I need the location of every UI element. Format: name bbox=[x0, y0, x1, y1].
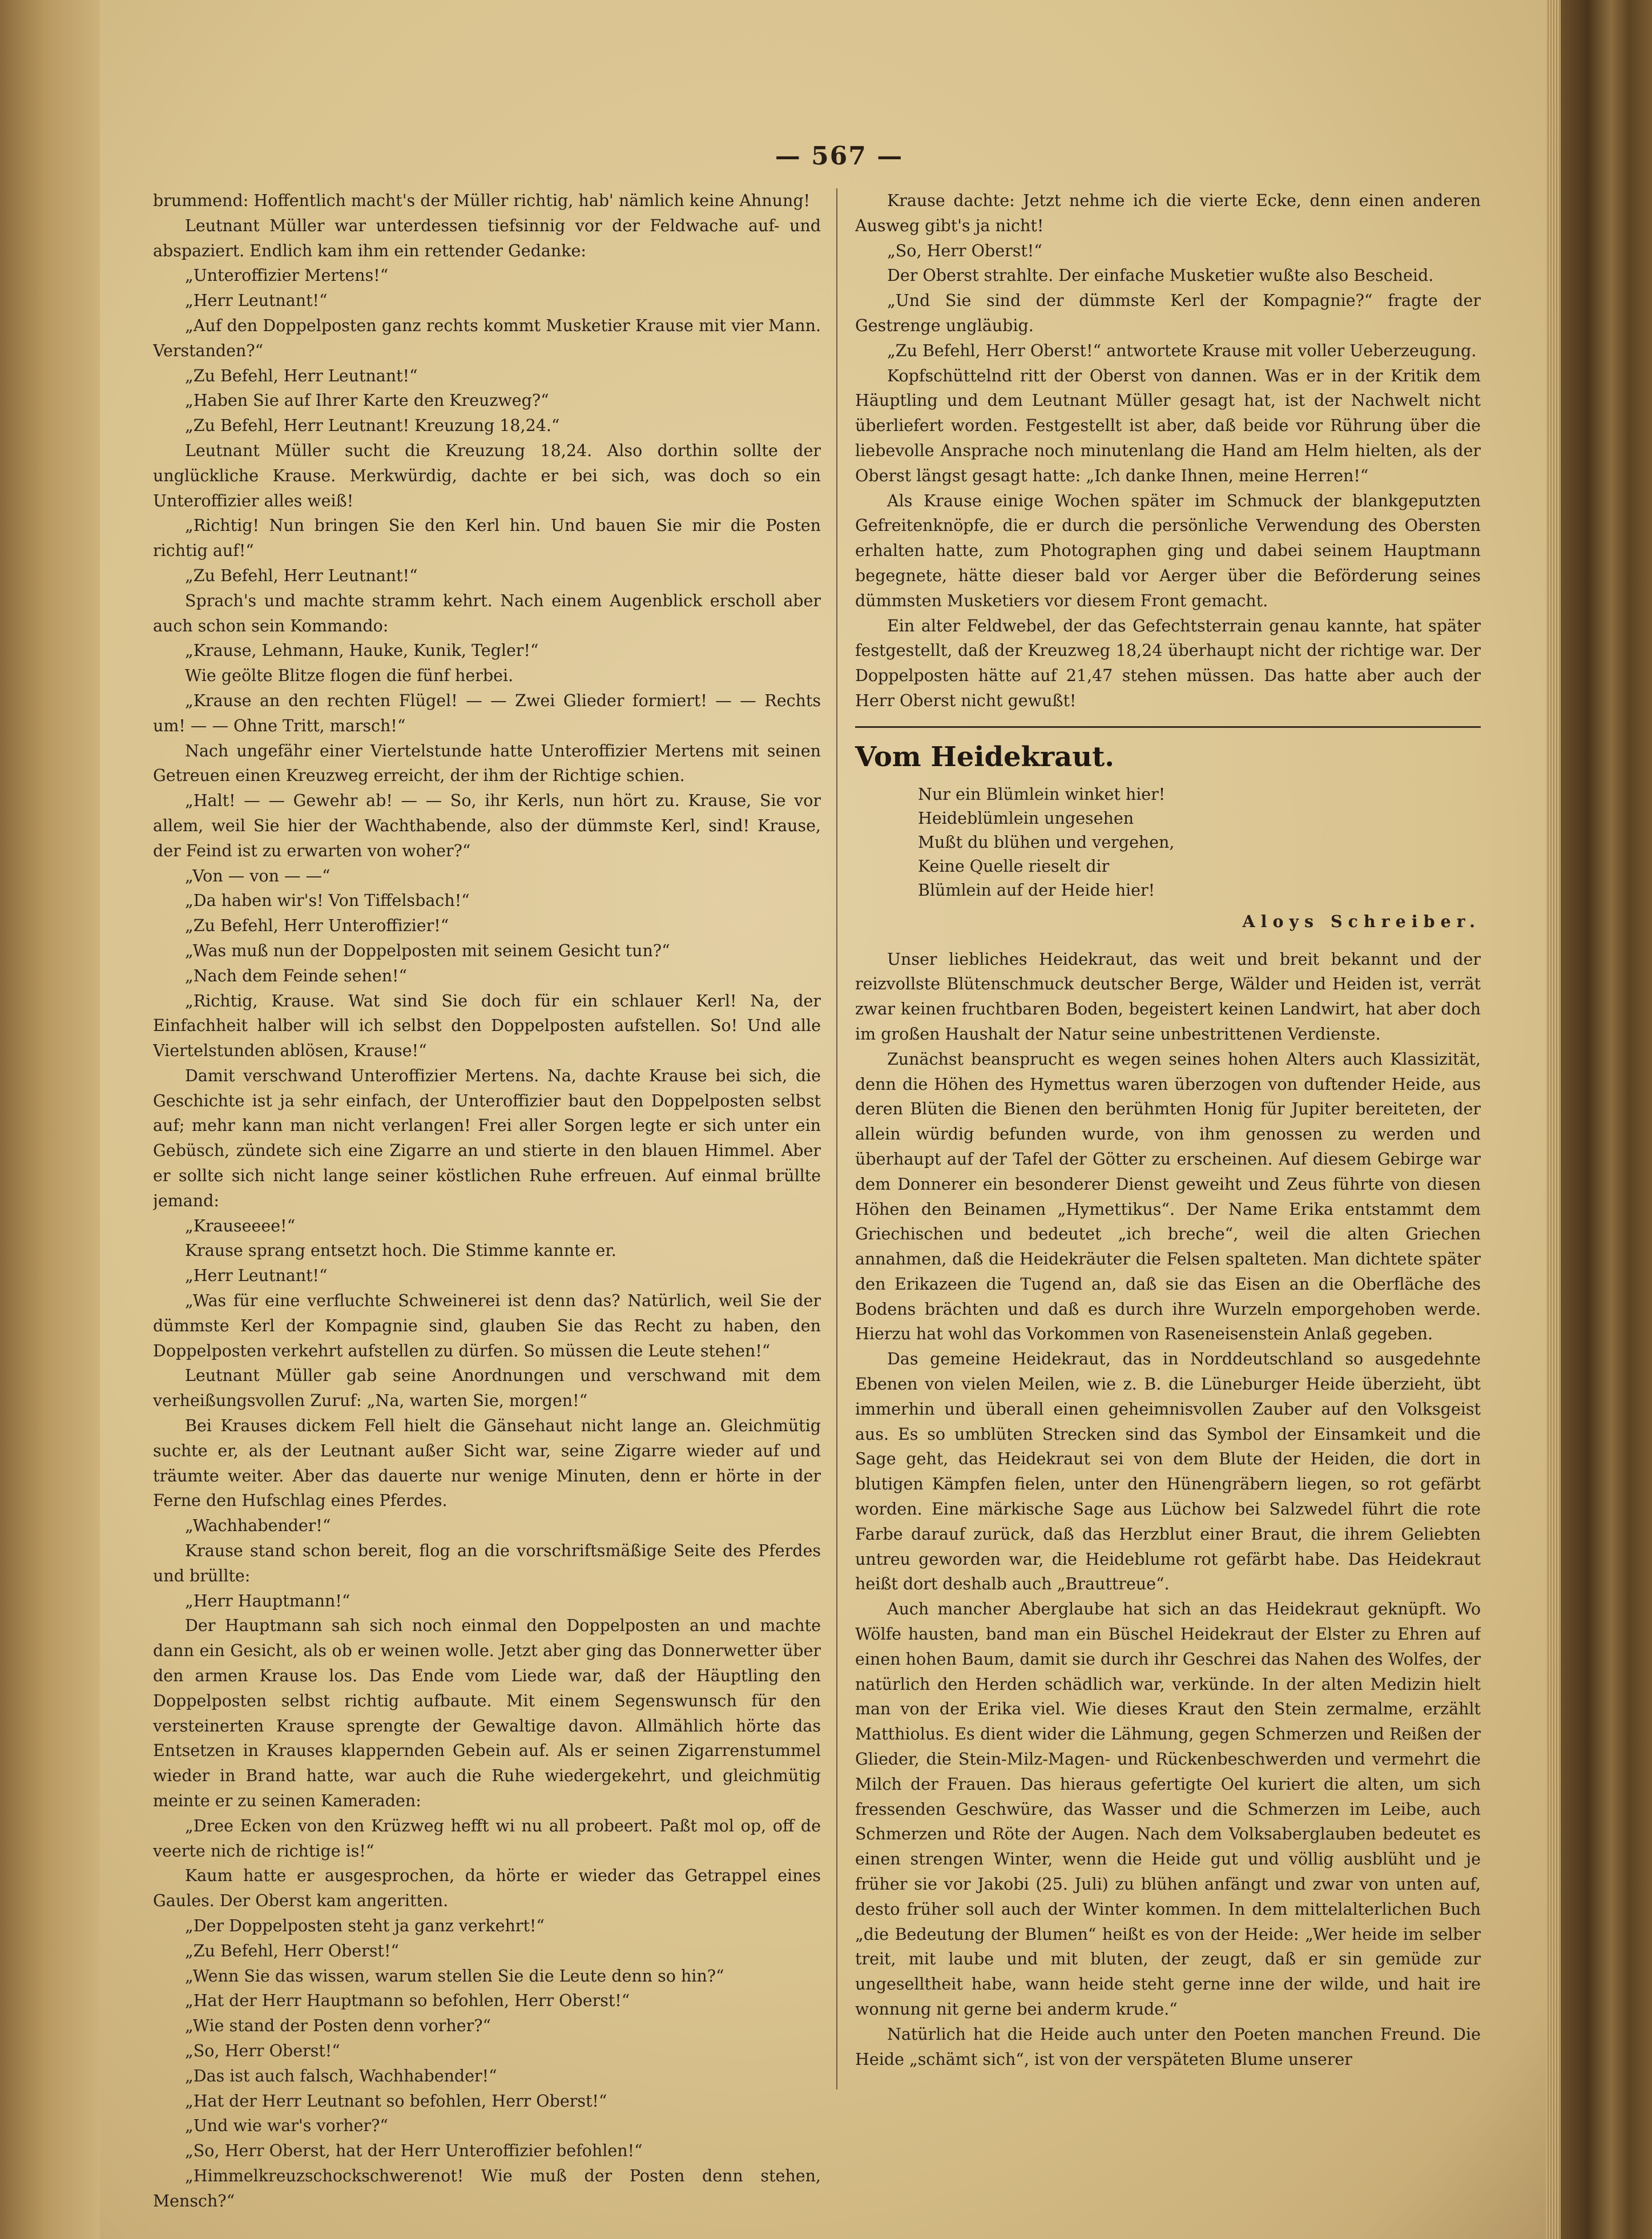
poem-line: Nur ein Blümlein winket hier! bbox=[918, 784, 1166, 804]
paragraph: „Nach dem Feinde sehen!“ bbox=[185, 966, 408, 985]
right-column bbox=[855, 188, 1481, 2072]
paragraph: „Hat der Herr Hauptmann so befohlen, Herr Oberst!“ bbox=[185, 1991, 630, 2011]
paragraph: „Und wie war's vorher?“ bbox=[185, 2116, 388, 2136]
paragraph: „Zu Befehl, Herr Leutnant!“ bbox=[185, 366, 418, 385]
paragraph: „Von — von — —“ bbox=[185, 866, 331, 885]
paragraph: „Krause an den rechten Flügel! — — Zwei Glieder formiert! — — Rechts um! — — Ohne Tritt, marsch!“ bbox=[153, 691, 821, 735]
paragraph: „Herr Hauptmann!“ bbox=[185, 1591, 350, 1610]
paragraph: Natürlich hat die Heide auch unter den Poeten manchen Freund. Die Heide „schämt sich“, ist von der verspäteten Blume unserer bbox=[855, 2024, 1481, 2069]
paragraph: „Krauseeee!“ bbox=[185, 1216, 296, 1235]
paragraph: Krause sprang entsetzt hoch. Die Stimme kannte er. bbox=[185, 1241, 617, 1261]
paragraph: Nach ungefähr einer Viertelstunde hatte Unteroffizier Mertens mit seinen Getreuen einen Kreuzweg erreicht, der ihm der Richtige schien. bbox=[153, 741, 821, 786]
paragraph: „Wie stand der Posten denn vorher?“ bbox=[185, 2016, 491, 2036]
paragraph: Damit verschwand Unteroffizier Mertens. Na, dachte Krause bei sich, die Geschichte ist ja sehr einfach, der Unteroffizier baut den Doppelposten selbst auf; mehr kann man nicht verlangen! Frei aller Sorgen legte er sich unter ein Gebüsch, zündete sich eine Zigarre an und stierte in den blauen Himmel. Aber er sollte sich nicht lange seiner köstlichen Ruhe erfreuen. Auf einmal brüllte jemand: bbox=[153, 1066, 821, 1210]
paragraph: „Zu Befehl, Herr Leutnant!“ bbox=[185, 566, 418, 585]
column-divider bbox=[836, 188, 837, 2089]
paragraph: brummend: Hoffentlich macht's der Müller richtig, hab' nämlich keine Ahnung! bbox=[153, 191, 811, 210]
paragraph: Bei Krauses dickem Fell hielt die Gänsehaut nicht lange an. Gleichmütig suchte er, als der Leutnant außer Sicht war, seine Zigarre wieder auf und träumte weiter. Aber das dauerte nur wenige Minuten, denn er hörte in der Ferne den Hufschlag eines Pferdes. bbox=[153, 1416, 821, 1511]
paragraph: „Herr Leutnant!“ bbox=[185, 291, 328, 311]
paragraph: „Da haben wir's! Von Tiffelsbach!“ bbox=[185, 891, 470, 911]
paragraph: Leutnant Müller war unterdessen tiefsinnig vor der Feldwache auf- und abspaziert. Endlich kam ihm ein rettender Gedanke: bbox=[153, 216, 821, 260]
paragraph: Als Krause einige Wochen später im Schmuck der blankgeputzten Gefreitenknöpfe, die er durch die persönliche Verwendung des Obersten erhalten hatte, zum Photographen ging und dabei seinem Hauptmann begegnete, hätte dieser bald vor Aerger über die Beförderung seines dümmsten Musketiers vor diesem Front gemacht. bbox=[855, 491, 1481, 610]
paragraph: Krause stand schon bereit, flog an die vorschriftsmäßige Seite des Pferdes und brüllte: bbox=[153, 1541, 821, 1585]
paragraph: Kopfschüttelnd ritt der Oberst von dannen. Was er in der Kritik dem Häuptling und dem Leutnant Müller gesagt hat, ist der Nachwelt nicht überliefert worden. Festgestellt ist aber, daß beide vor Rührung über die liebevolle Ansprache noch minutenlang die Hand am Helm hielten, als der Oberst längst gesagt hatte: „Ich danke Ihnen, meine Herren!“ bbox=[855, 366, 1481, 485]
article-title: Vom Heidekraut. bbox=[855, 740, 1115, 773]
paragraph: Leutnant Müller gab seine Anordnungen und verschwand mit dem verheißungsvollen Zuruf: „Na, warten Sie, morgen!“ bbox=[153, 1366, 821, 1411]
section-divider bbox=[855, 726, 1481, 728]
paragraph: „Richtig, Krause. Wat sind Sie doch für ein schlauer Kerl! Na, der Einfachheit halber will ich selbst den Doppelposten aufstellen. So! Und alle Viertelstunden ablösen, Krause!“ bbox=[153, 991, 821, 1061]
paragraph: „Das ist auch falsch, Wachhabender!“ bbox=[185, 2066, 497, 2085]
paragraph: „So, Herr Oberst!“ bbox=[185, 2041, 340, 2060]
book-spine bbox=[1561, 0, 1652, 2239]
paragraph: Krause dachte: Jetzt nehme ich die vierte Ecke, denn einen anderen Ausweg gibt's ja nicht! bbox=[855, 191, 1481, 235]
page-left-margin bbox=[0, 0, 100, 2239]
paragraph: „Was für eine verfluchte Schweinerei ist denn das? Natürlich, weil Sie der dümmste Kerl der Kompagnie sind, glauben Sie das Recht zu haben, den Doppelposten verkehrt aufstellen zu dürfen. So müssen die Leute stehen!“ bbox=[153, 1291, 821, 1360]
paragraph: „Dree Ecken von den Krüzweg hefft wi nu all probeert. Paßt mol op, off de veerte nich de richtige is!“ bbox=[153, 1816, 821, 1861]
poem-line: Blümlein auf der Heide hier! bbox=[918, 880, 1155, 900]
paragraph: „Himmelkreuzschockschwerenot! Wie muß der Posten denn stehen, Mensch?“ bbox=[153, 2166, 821, 2210]
paragraph: „Zu Befehl, Herr Leutnant! Kreuzung 18,24.“ bbox=[185, 416, 560, 436]
paragraph: „Krause, Lehmann, Hauke, Kunik, Tegler!“ bbox=[185, 641, 539, 661]
paragraph: „So, Herr Oberst, hat der Herr Unteroffizier befohlen!“ bbox=[185, 2141, 643, 2161]
paragraph: „Wachhabender!“ bbox=[185, 1516, 331, 1536]
paragraph: „Wenn Sie das wissen, warum stellen Sie die Leute denn so hin?“ bbox=[185, 1966, 724, 1986]
paragraph: Ein alter Feldwebel, der das Gefechtsterrain genau kannte, hat später festgestellt, daß der Kreuzweg 18,24 überhaupt nicht der richtige war. Der Doppelposten hätte auf 21,47 stehen müssen. Das hatte aber auch der Herr Oberst nicht gewußt! bbox=[855, 616, 1481, 710]
poem-line: Heideblümlein ungesehen bbox=[918, 808, 1134, 828]
paragraph: „Zu Befehl, Herr Oberst!“ bbox=[185, 1941, 400, 1960]
page-number: — 567 — bbox=[775, 142, 904, 171]
poem-line: Mußt du blühen und vergehen, bbox=[918, 832, 1175, 852]
paragraph: Der Oberst strahlte. Der einfache Musketier wußte also Bescheid. bbox=[887, 266, 1434, 285]
paragraph: „Und Sie sind der dümmste Kerl der Kompagnie?“ fragte der Gestrenge ungläubig. bbox=[855, 291, 1481, 335]
paragraph: „Hat der Herr Leutnant so befohlen, Herr Oberst!“ bbox=[185, 2091, 607, 2111]
poem-line: Keine Quelle rieselt dir bbox=[918, 856, 1110, 876]
paragraph: „Herr Leutnant!“ bbox=[185, 1266, 328, 1286]
paragraph: „Auf den Doppelposten ganz rechts kommt Musketier Krause mit vier Mann. Verstanden?“ bbox=[153, 316, 821, 360]
paragraph: Der Hauptmann sah sich noch einmal den Doppelposten an und machte dann ein Gesicht, als ob er weinen wolle. Jetzt aber ging das Donnerwetter über den armen Krause los. Das Ende vom Liede war, daß der Häuptling den Doppelposten selbst richtig aufbaute. Mit einem Segenswunsch für den versteinerten Krause sprengte der Gewaltige davon. Allmählich hörte das Entsetzen in Krauses klappernden Gebein auf. Als er seinen Zigarrenstummel wieder in Brand hatte, war auch die Ruhe wiedergekehrt, und gleichmütig meinte er zu seinen Kameraden: bbox=[153, 1616, 821, 1810]
poem-author: Aloys Schreiber. bbox=[1242, 911, 1481, 931]
paragraph: „Der Doppelposten steht ja ganz verkehrt!“ bbox=[185, 1916, 545, 1935]
paragraph: Das gemeine Heidekraut, das in Norddeutschland so ausgedehnte Ebenen von vielen Meilen, wie z. B. die Lüneburger Heide überzieht, übt immerhin und überall einen geheimnisvollen Zauber auf den Volksgeist aus. Es so umblüten Strecken sind das Symbol der Einsamkeit und die Sage geht, das Heidekraut sei von dem Blute der Heiden, die dort in blutigen Kämpfen fielen, unter den Hünengräbern liegen, so rot gefärbt worden. Eine märkische Sage aus Lüchow bei Salzwedel führt die rote Farbe darauf zurück, daß das Herzblut einer Braut, die ihrem Geliebten untreu geworden war, die Heideblume rot gefärbt habe. Das Heidekraut heißt dort deshalb auch „Brauttreue“. bbox=[855, 1350, 1481, 1594]
paragraph: Leutnant Müller sucht die Kreuzung 18,24. Also dorthin sollte der unglückliche Krause. Merkwürdig, dachte er bei sich, was doch so ein Unteroffizier alles weiß! bbox=[153, 441, 821, 510]
paragraph: Unser liebliches Heidekraut, das weit und breit bekannt und der reizvollste Blütenschmuck deutscher Berge, Wälder und Heiden ist, verrät zwar keinen fruchtbaren Boden, begeistert keinen Landwirt, hat aber doch im großen Haushalt der Natur seine unbestrittenen Verdienste. bbox=[855, 949, 1481, 1044]
paragraph: Auch mancher Aberglaube hat sich an das Heidekraut geknüpft. Wo Wölfe hausten, band man ein Büschel Heidekraut der Elster zu Ehren auf einen hohen Baum, damit sie durch ihr Geschrei das Nahen des Wolfes, der natürlich den Herden schädlich war, verkünde. In der alten Medizin hielt man von der Erika viel. Wie dieses Kraut den Stein zermalme, erzählt Matthiolus. Es dient wider die Lähmung, gegen Schmerzen und Reißen der Glieder, die Stein-Milz-Magen- und Rückenbeschwerden und vermehrt die Milch der Frauen. Das hieraus gefertigte Oel kuriert die alten, um sich fressenden Geschwüre, das Wasser und die Schmerzen im Leibe, auch Schmerzen und Röte der Augen. Nach dem Volksaberglauben bedeutet es einen strengen Winter, wenn die Heide gut und völlig ausblüht und je früher sie vor Jakobi (25. Juli) zu blühen anfängt und zwar von unten auf, desto früher soll auch der Winter kommen. In dem mittelalterlichen Buch „die Bedeutung der Blumen“ heißt es von der Heide: „Wer heide im selber treit, mit laube und mit bluten, der zeugt, daß er sin gemüde zur ungeselltheit habe, wann heide steht gerne inne der wilde, und hait ire wonnung nit gerne bei anderm krude.“ bbox=[855, 1600, 1481, 2019]
paragraph: „Zu Befehl, Herr Unteroffizier!“ bbox=[185, 916, 449, 936]
paragraph: Kaum hatte er ausgesprochen, da hörte er wieder das Getrappel eines Gaules. Der Oberst kam angeritten. bbox=[153, 1866, 821, 1911]
paragraph: Sprach's und machte stramm kehrt. Nach einem Augenblick erscholl aber auch schon sein Kommando: bbox=[153, 591, 821, 635]
paragraph: „Richtig! Nun bringen Sie den Kerl hin. Und bauen Sie mir die Posten richtig auf!“ bbox=[153, 516, 821, 561]
poem bbox=[918, 783, 1481, 903]
paragraph: „Haben Sie auf Ihrer Karte den Kreuzweg?“ bbox=[185, 391, 549, 410]
paragraph: „Was muß nun der Doppelposten mit seinem Gesicht tun?“ bbox=[185, 941, 670, 960]
paragraph: „Unteroffizier Mertens!“ bbox=[185, 266, 389, 285]
paragraph: „Zu Befehl, Herr Oberst!“ antwortete Krause mit voller Ueberzeugung. bbox=[887, 341, 1477, 360]
paragraph: Wie geölte Blitze flogen die fünf herbei. bbox=[185, 666, 514, 686]
paragraph: „Halt! — — Gewehr ab! — — So, ihr Kerls, nun hört zu. Krause, Sie vor allem, weil Sie hier der Wachthabende, also der dümmste Kerl, sind! Krause, der Feind ist zu erwarten von woher?“ bbox=[153, 791, 821, 860]
left-column bbox=[153, 188, 821, 2214]
paragraph: Zunächst beansprucht es wegen seines hohen Alters auch Klassizität, denn die Höhen des Hymettus waren überzogen von duftender Heide, aus deren Blüten die Bienen den berühmten Honig für Jupiter bereiteten, der allein würdig befunden wurde, von ihm genossen zu werden und überhaupt auf der Tafel der Götter zu erscheinen. Auf diesem Gebirge war dem Donnerer ein besonderer Dienst geweiht und Zeus führte von diesen Höhen den Beinamen „Hymettikus“. Der Name Erika entstammt dem Griechischen und bedeutet „ich breche“, weil die alten Griechen annahmen, daß die Heidekräuter die Felsen spalteten. Man dichtete später den Erikazeen die Tugend an, daß sie das Eisen an die Oberfläche des Bodens brächten und daß es durch ihre Wurzeln emporgehoben werde. Hierzu hat wohl das Vorkommen von Raseneisenstein Anlaß gegeben. bbox=[855, 1049, 1481, 1344]
paragraph: „So, Herr Oberst!“ bbox=[887, 241, 1042, 260]
